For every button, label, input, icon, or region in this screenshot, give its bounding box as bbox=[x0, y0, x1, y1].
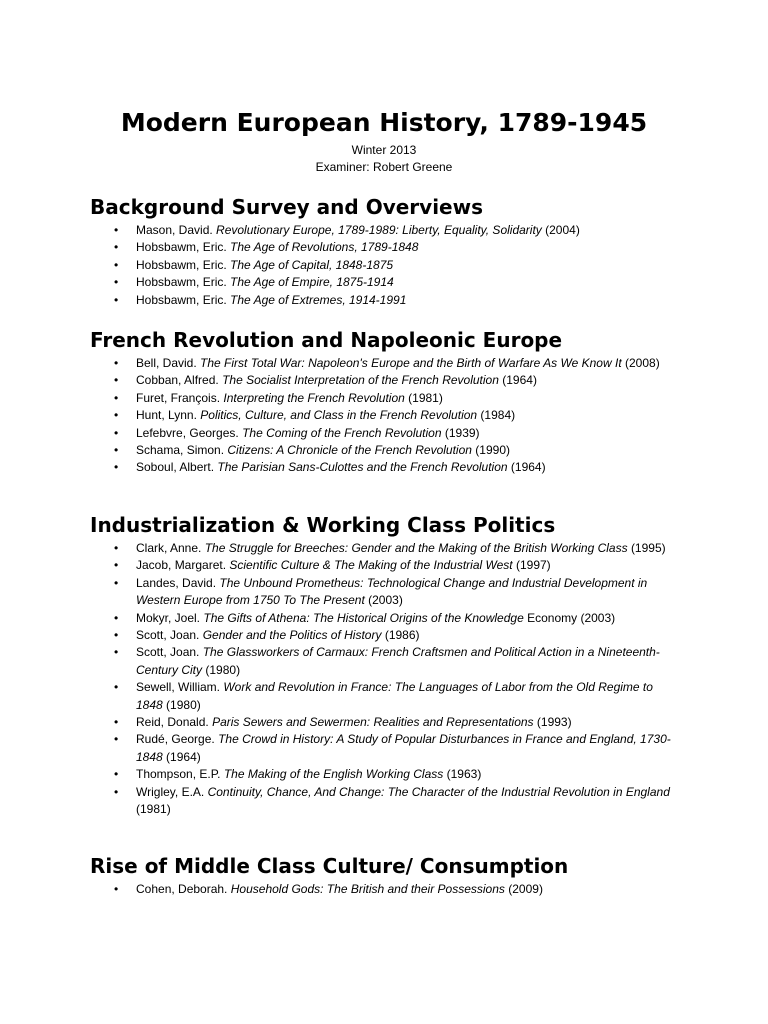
citation-year: (1964) bbox=[502, 373, 537, 388]
citation-year: (1980) bbox=[205, 662, 241, 677]
bibliography-list bbox=[0, 881, 768, 898]
list-item bbox=[114, 714, 681, 731]
section-heading: Rise of Middle Class Culture/ Consumption bbox=[90, 854, 569, 878]
section-industrialization bbox=[0, 512, 768, 819]
bullet-icon: • bbox=[114, 541, 119, 555]
bullet-icon: • bbox=[114, 240, 119, 255]
bullet-icon: • bbox=[114, 575, 119, 590]
list-item bbox=[114, 679, 681, 714]
citation-year: (2008) bbox=[625, 356, 660, 370]
section-french-revolution bbox=[0, 327, 768, 477]
citation-author: Reid, Donald. bbox=[136, 715, 209, 730]
citation-title: The Coming of the French Revolution bbox=[242, 425, 442, 440]
citation-year: Economy (2003) bbox=[527, 610, 616, 625]
citation-author: Hunt, Lynn. bbox=[136, 408, 197, 423]
bullet-icon: • bbox=[114, 628, 119, 643]
citation-title: The Crowd in History: A Study of Popular Disturbances in France and England, 1730-1848 bbox=[136, 732, 671, 764]
citation-author: Clark, Anne. bbox=[136, 541, 202, 555]
citation-author: Cobban, Alfred. bbox=[136, 373, 219, 388]
list-item bbox=[114, 766, 681, 783]
citation-title: The Age of Revolutions, 1789-1848 bbox=[230, 240, 419, 255]
bullet-icon: • bbox=[114, 558, 119, 573]
citation-title: The Unbound Prometheus: Technological Change and Industrial Development in Western Europe from 1750 To The Present bbox=[136, 575, 648, 608]
citation-author: Landes, David. bbox=[136, 575, 217, 590]
citation-author: Hobsbawm, Eric. bbox=[136, 275, 227, 290]
citation-year: (1984) bbox=[480, 408, 516, 423]
citation-title: The Parisian Sans-Culottes and the French Revolution bbox=[217, 460, 508, 475]
bibliography-list bbox=[0, 355, 768, 477]
list-item bbox=[114, 540, 681, 557]
citation-year: (2009) bbox=[508, 882, 543, 896]
bullet-icon: • bbox=[114, 257, 119, 272]
bullet-icon: • bbox=[114, 715, 119, 730]
citation-author: Hobsbawm, Eric. bbox=[136, 240, 227, 255]
citation-title: Interpreting the French Revolution bbox=[223, 390, 405, 405]
citation-year: (1964) bbox=[166, 749, 201, 764]
citation-year: (2004) bbox=[545, 223, 580, 237]
list-item bbox=[114, 644, 681, 679]
examiner-line: Examiner: Robert Greene bbox=[315, 160, 453, 174]
list-item bbox=[114, 372, 681, 389]
citation-title: Work and Revolution in France: The Languages of Labor from the Old Regime to 1848 bbox=[136, 680, 653, 712]
citation-title: The Glassworkers of Carmaux: French Craftsmen and Political Action in a Nineteenth-Century City bbox=[136, 645, 660, 677]
citation-author: Hobsbawm, Eric. bbox=[136, 292, 227, 307]
citation-year: (1963) bbox=[446, 767, 482, 782]
bullet-icon: • bbox=[114, 373, 119, 388]
citation-title: The Making of the English Working Class bbox=[223, 767, 444, 782]
bibliography-list bbox=[0, 222, 768, 309]
list-item bbox=[114, 390, 681, 407]
citation-title: The Gifts of Athena: The Historical Origins of the Knowledge bbox=[203, 610, 524, 625]
citation-author: Wrigley, E.A. bbox=[136, 784, 205, 799]
bibliography-list bbox=[0, 540, 768, 819]
citation-author: Soboul, Albert. bbox=[136, 460, 215, 475]
list-item bbox=[114, 627, 681, 644]
citation-title: Scientific Culture & The Making of the Industrial West bbox=[229, 558, 513, 573]
bullet-icon: • bbox=[114, 408, 119, 423]
citation-title: Citizens: A Chronicle of the French Revolution bbox=[227, 443, 472, 458]
citation-author: Sewell, William. bbox=[136, 680, 221, 695]
bullet-icon: • bbox=[114, 223, 119, 237]
citation-title: Politics, Culture, and Class in the French Revolution bbox=[200, 408, 478, 423]
bullet-icon: • bbox=[114, 610, 119, 625]
bullet-icon: • bbox=[114, 292, 119, 307]
list-item bbox=[114, 239, 681, 256]
citation-year: (1990) bbox=[475, 443, 510, 458]
bullet-icon: • bbox=[114, 443, 119, 458]
citation-author: Rudé, George. bbox=[136, 732, 215, 747]
citation-title: The First Total War: Napoleon's Europe and the Birth of Warfare As We Know It bbox=[200, 356, 622, 370]
citation-author: Furet, François. bbox=[136, 390, 221, 405]
citation-year: (1980) bbox=[166, 697, 201, 712]
citation-author: Scott, Joan. bbox=[136, 645, 200, 660]
citation-author: Schama, Simon. bbox=[136, 443, 225, 458]
list-item bbox=[114, 731, 681, 766]
list-item bbox=[114, 557, 681, 574]
citation-author: Thompson, E.P. bbox=[136, 767, 221, 782]
citation-year: (1993) bbox=[536, 715, 572, 730]
list-item bbox=[114, 459, 681, 476]
citation-author: Jacob, Margaret. bbox=[136, 558, 227, 573]
section-background-survey bbox=[0, 194, 768, 309]
bullet-icon: • bbox=[114, 390, 119, 405]
bullet-icon: • bbox=[114, 680, 119, 695]
citation-author: Hobsbawm, Eric. bbox=[136, 257, 227, 272]
citation-author: Bell, David. bbox=[136, 356, 197, 370]
citation-year: (1997) bbox=[515, 558, 551, 573]
list-item bbox=[114, 407, 681, 424]
citation-year: (1986) bbox=[384, 628, 420, 643]
bullet-icon: • bbox=[114, 732, 119, 747]
list-item bbox=[114, 355, 681, 372]
citation-title: Paris Sewers and Sewermen: Realities and Representations bbox=[212, 715, 534, 730]
bullet-icon: • bbox=[114, 425, 119, 440]
citation-year: (1939) bbox=[444, 425, 480, 440]
list-item bbox=[114, 257, 681, 274]
list-item bbox=[114, 274, 681, 291]
bullet-icon: • bbox=[114, 645, 119, 660]
citation-title: Gender and the Politics of History bbox=[202, 628, 382, 643]
citation-author: Scott, Joan. bbox=[136, 628, 200, 643]
citation-title: Continuity, Chance, And Change: The Character of the Industrial Revolution in England bbox=[207, 784, 670, 799]
bullet-icon: • bbox=[114, 767, 119, 782]
bullet-icon: • bbox=[114, 784, 119, 799]
citation-title: The Socialist Interpretation of the French Revolution bbox=[222, 373, 499, 388]
term-line: Winter 2013 bbox=[351, 143, 417, 157]
bullet-icon: • bbox=[114, 275, 119, 290]
section-heading: French Revolution and Napoleonic Europe bbox=[90, 328, 563, 352]
citation-title: The Age of Extremes, 1914-1991 bbox=[230, 292, 407, 307]
list-item bbox=[114, 442, 681, 459]
citation-author: Mokyr, Joel. bbox=[136, 610, 201, 625]
citation-title: The Struggle for Breeches: Gender and the Making of the British Working Class bbox=[204, 541, 628, 555]
list-item bbox=[114, 575, 681, 610]
citation-author: Mason, David. bbox=[136, 223, 213, 237]
citation-year: (1981) bbox=[136, 802, 171, 817]
list-item bbox=[114, 222, 681, 239]
list-item bbox=[114, 425, 681, 442]
citation-author: Cohen, Deborah. bbox=[136, 882, 228, 896]
citation-title: The Age of Capital, 1848-1875 bbox=[230, 257, 394, 272]
citation-title: The Age of Empire, 1875-1914 bbox=[230, 275, 394, 290]
citation-year: (1964) bbox=[510, 460, 546, 475]
citation-year: (1981) bbox=[408, 390, 443, 405]
document-title: Modern European History, 1789-1945 bbox=[120, 108, 648, 137]
list-item bbox=[114, 292, 681, 309]
citation-author: Lefebvre, Georges. bbox=[136, 425, 239, 440]
section-heading: Industrialization & Working Class Politics bbox=[90, 513, 556, 537]
bullet-icon: • bbox=[114, 882, 119, 896]
citation-title: Household Gods: The British and their Possessions bbox=[230, 882, 505, 896]
citation-year: (2003) bbox=[368, 593, 403, 608]
section-middle-class-culture bbox=[0, 853, 768, 898]
section-heading: Background Survey and Overviews bbox=[90, 195, 483, 219]
citation-year: (1995) bbox=[630, 541, 666, 555]
list-item bbox=[114, 784, 681, 819]
citation-title: Revolutionary Europe, 1789-1989: Liberty, Equality, Solidarity bbox=[216, 223, 542, 237]
bullet-icon: • bbox=[114, 356, 119, 370]
list-item bbox=[114, 881, 681, 898]
list-item bbox=[114, 610, 681, 627]
bullet-icon: • bbox=[114, 460, 119, 475]
